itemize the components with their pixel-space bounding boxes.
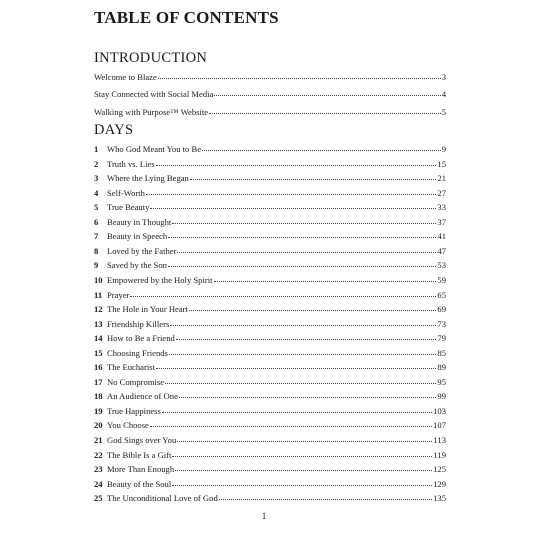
toc-entry — [94, 375, 446, 389]
toc-entry-page: 21 — [437, 173, 446, 184]
toc-entry-page: 4 — [441, 89, 446, 100]
toc-entry-number: 16 — [94, 362, 103, 373]
toc-entry-page: 59 — [437, 274, 446, 285]
toc-entry-page: 99 — [437, 391, 446, 402]
toc-entry-number: 8 — [94, 245, 99, 256]
toc-dot-leader — [177, 243, 436, 253]
toc-dot-leader — [170, 316, 436, 326]
toc-entry-number: 10 — [94, 274, 103, 285]
toc-entry-page: 79 — [437, 333, 446, 344]
toc-entry-page: 5 — [441, 106, 446, 117]
toc-entry-label: How to Be a Friend — [107, 333, 175, 344]
toc-entry-page: 107 — [433, 420, 446, 431]
toc-dot-leader — [179, 388, 437, 398]
toc-entry-number: 7 — [94, 231, 99, 242]
toc-entry-label: God Sings over You — [107, 435, 177, 445]
toc-entry-label: More Than Enough — [107, 464, 175, 475]
toc-entry — [94, 462, 446, 476]
toc-entry-page: 69 — [437, 304, 446, 315]
toc-entry — [94, 186, 446, 200]
toc-entry-number: 24 — [94, 478, 103, 489]
toc-entry-label: Empowered by the Holy Spirit — [107, 274, 213, 285]
toc-entry-page: 15 — [437, 158, 446, 169]
toc-entry-label: Stay Connected with Social Media — [94, 89, 214, 100]
toc-entry-number: 14 — [94, 333, 103, 344]
toc-entry — [94, 229, 446, 243]
toc-entry-label: Welcome to Blaze — [94, 72, 157, 82]
toc-dot-leader — [156, 359, 436, 369]
toc-dot-leader — [189, 301, 436, 311]
toc-entry — [94, 317, 446, 331]
toc-entry-page: 73 — [437, 318, 446, 329]
toc-entry-label: Self-Worth — [107, 187, 145, 198]
toc-entry-label: Beauty of the Soul — [107, 478, 172, 489]
toc-dot-leader — [146, 185, 436, 195]
toc-dot-leader — [209, 104, 441, 114]
toc-entry-page: 125 — [433, 464, 446, 475]
toc-dot-leader — [176, 330, 437, 340]
toc-entry-page: 3 — [441, 72, 446, 82]
toc-entry-number: 9 — [94, 260, 99, 271]
section-heading-days: DAYS — [94, 122, 134, 138]
toc-entry — [94, 433, 446, 447]
toc-entry-label: Walking with Purpose™ Website — [94, 106, 209, 117]
toc-entry — [94, 404, 446, 418]
toc-entry-number: 5 — [94, 202, 99, 213]
toc-entry-page: 89 — [437, 362, 446, 373]
toc-dot-leader — [168, 257, 436, 267]
toc-entry — [94, 244, 446, 258]
toc-entry-page: 85 — [437, 347, 446, 358]
toc-entry-page: 27 — [437, 187, 446, 198]
toc-entry — [94, 418, 446, 432]
toc-entry-page: 53 — [437, 260, 446, 271]
toc-dot-leader — [156, 156, 437, 166]
toc-entry-page: 9 — [441, 144, 446, 154]
toc-dot-leader — [175, 461, 432, 471]
toc-entry — [94, 360, 446, 374]
toc-dot-leader — [172, 476, 432, 486]
toc-entry-page: 65 — [437, 289, 446, 300]
toc-entry-number: 11 — [94, 289, 103, 300]
toc-entry — [94, 215, 446, 229]
toc-entry — [94, 200, 446, 214]
toc-entry — [94, 258, 446, 272]
toc-entry-label: The Eucharist — [107, 362, 155, 373]
section-heading-introduction: INTRODUCTION — [94, 50, 208, 66]
toc-entry — [94, 70, 446, 84]
toc-dot-leader — [150, 199, 436, 209]
toc-entry-label: Who God Meant You to Be — [107, 144, 202, 154]
toc-dot-leader — [202, 141, 441, 151]
toc-entry-number: 19 — [94, 405, 103, 416]
page-title: TABLE OF CONTENTS — [94, 8, 279, 27]
toc-entry-number: 17 — [94, 376, 103, 387]
toc-entry-label: Prayer — [107, 289, 130, 300]
toc-entry — [94, 87, 446, 101]
toc-entry-page: 113 — [433, 435, 446, 445]
page-number: 1 — [261, 511, 267, 521]
toc-entry-label: Friendship Killers — [107, 318, 170, 329]
toc-entry-page: 37 — [437, 216, 446, 227]
toc-entry-page: 95 — [437, 376, 446, 387]
toc-entry-page: 41 — [437, 231, 446, 242]
toc-entry-number: 25 — [94, 493, 103, 504]
toc-entry-number: 15 — [94, 347, 103, 358]
toc-dot-leader — [214, 86, 440, 96]
toc-entry-label: Truth vs. Lies — [107, 158, 155, 169]
toc-entry — [94, 331, 446, 345]
toc-entry-number: 20 — [94, 420, 103, 431]
toc-entry-number: 22 — [94, 449, 103, 460]
toc-dot-leader — [172, 214, 436, 224]
toc-entry-label: The Bible Is a Gift — [107, 449, 172, 460]
toc-entry-label: Where the Lying Began — [107, 173, 189, 184]
toc-entry-label: Saved by the Son — [107, 260, 167, 271]
toc-entry-page: 135 — [433, 493, 446, 504]
toc-entry — [94, 142, 446, 156]
toc-entry-label: No Compromise — [107, 376, 165, 387]
toc-entry-page: 47 — [437, 245, 446, 256]
toc-entry-page: 33 — [437, 202, 446, 213]
toc-entry-number: 23 — [94, 464, 103, 475]
toc-entry-label: True Beauty — [107, 202, 150, 213]
toc-entry — [94, 157, 446, 171]
toc-entry-number: 12 — [94, 304, 103, 315]
toc-entry-label: Choosing Friends — [107, 347, 168, 358]
toc-entry-number: 18 — [94, 391, 103, 402]
toc-page — [94, 0, 446, 533]
toc-dot-leader — [190, 170, 437, 180]
toc-entry-number: 1 — [94, 144, 99, 154]
toc-entry — [94, 491, 446, 505]
toc-entry — [94, 389, 446, 403]
toc-dot-leader — [169, 345, 437, 355]
toc-entry-number: 3 — [94, 173, 99, 184]
toc-entry — [94, 448, 446, 462]
toc-entry-number: 6 — [94, 216, 99, 227]
toc-entry-number: 13 — [94, 318, 103, 329]
toc-entry-page: 119 — [433, 449, 446, 460]
toc-entry-page: 129 — [433, 478, 446, 489]
toc-entry — [94, 171, 446, 185]
toc-dot-leader — [168, 228, 436, 238]
toc-dot-leader — [162, 403, 432, 413]
toc-dot-leader — [177, 432, 432, 442]
toc-entry-label: You Choose — [107, 420, 149, 431]
toc-entry-number: 4 — [94, 187, 99, 198]
toc-entry-label: Beauty in Thought — [107, 216, 172, 227]
toc-entry — [94, 477, 446, 491]
toc-entry — [94, 105, 446, 119]
toc-entry-number: 2 — [94, 158, 99, 169]
toc-entry — [94, 288, 446, 302]
toc-entry-label: An Audience of One — [107, 391, 178, 402]
toc-entry — [94, 302, 446, 316]
toc-dot-leader — [172, 447, 432, 457]
toc-entry-label: Beauty in Speech — [107, 231, 168, 242]
toc-entry-page: 103 — [433, 405, 446, 416]
toc-entry-label: The Unconditional Love of God — [107, 493, 218, 504]
toc-dot-leader — [158, 69, 441, 79]
toc-entry — [94, 273, 446, 287]
toc-entry-number: 21 — [94, 435, 103, 445]
toc-dot-leader — [165, 374, 436, 384]
toc-entry-label: True Happiness — [107, 405, 161, 416]
toc-entry-label: The Hole in Your Heart — [107, 304, 188, 315]
toc-entry-label: Loved by the Father — [107, 245, 177, 256]
toc-dot-leader — [219, 490, 432, 500]
toc-entry — [94, 346, 446, 360]
toc-dot-leader — [214, 272, 437, 282]
toc-dot-leader — [150, 417, 432, 427]
toc-dot-leader — [130, 287, 436, 297]
